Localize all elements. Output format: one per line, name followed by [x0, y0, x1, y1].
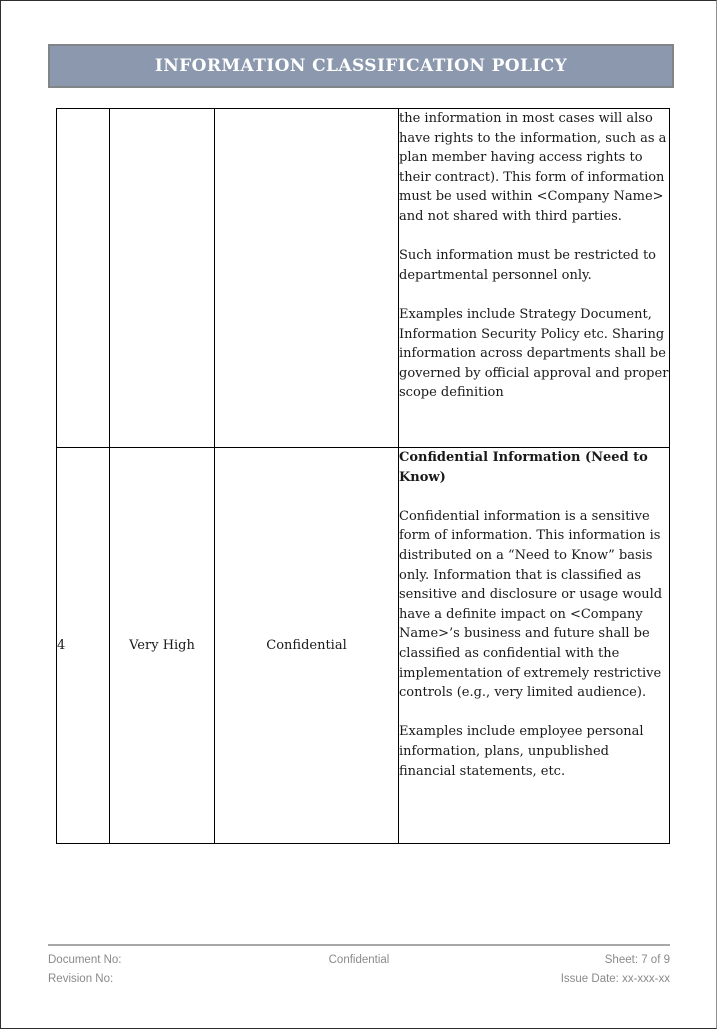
- document-no-label: Document No:: [48, 954, 122, 966]
- page-footer: [48, 951, 670, 989]
- impact-cell: Very High: [110, 448, 215, 844]
- description-paragraph: Examples include employee personal information, plans, unpublished financial statements, etc.: [399, 724, 644, 779]
- document-title-banner: [48, 44, 674, 88]
- issue-date-label: Issue Date: xx-xxx-xx: [560, 973, 670, 985]
- revision-no-label: Revision No:: [48, 973, 114, 985]
- sheet-number-label: Sheet: 7 of 9: [604, 954, 670, 966]
- classification-cell: [215, 109, 399, 448]
- classification-cell: Confidential: [215, 448, 399, 844]
- footer-divider: [48, 944, 670, 946]
- serial-cell: [57, 109, 110, 448]
- table-row: [57, 109, 670, 448]
- footer-center-block: [255, 951, 462, 989]
- classification-table: [56, 108, 670, 844]
- page-title: INFORMATION CLASSIFICATION POLICY: [154, 56, 568, 76]
- description-heading: Confidential Information (Need to Know): [399, 450, 648, 485]
- description-cell: [399, 109, 670, 448]
- description-paragraph: Examples include Strategy Document, Information Security Policy etc. Sharing information across departments shall be governed by official approval and proper scope definition: [399, 306, 669, 401]
- impact-cell: [110, 109, 215, 448]
- description-paragraph: Confidential information is a sensitive form of information. This information is distributed on a “Need to Know” basis only. Information that is classified as sensitive and disclosure or usage would have a definite impact on <Company Name>’s business and future shall be classified as confidential with the implementation of extremely restrictive controls (e.g., very limited audience).: [399, 508, 663, 701]
- description-cell: [399, 448, 670, 844]
- serial-cell: 4: [57, 448, 110, 844]
- table-row: [57, 448, 670, 844]
- footer-left-block: [48, 951, 255, 989]
- description-paragraph: Such information must be restricted to departmental personnel only.: [399, 248, 656, 283]
- footer-right-block: [463, 951, 670, 989]
- confidential-label: Confidential: [328, 954, 390, 966]
- description-paragraph: the information in most cases will also have rights to the information, such as a plan member having access rights to their contract). This form of information must be used within <Company Name> and not shared with third parties.: [399, 111, 667, 224]
